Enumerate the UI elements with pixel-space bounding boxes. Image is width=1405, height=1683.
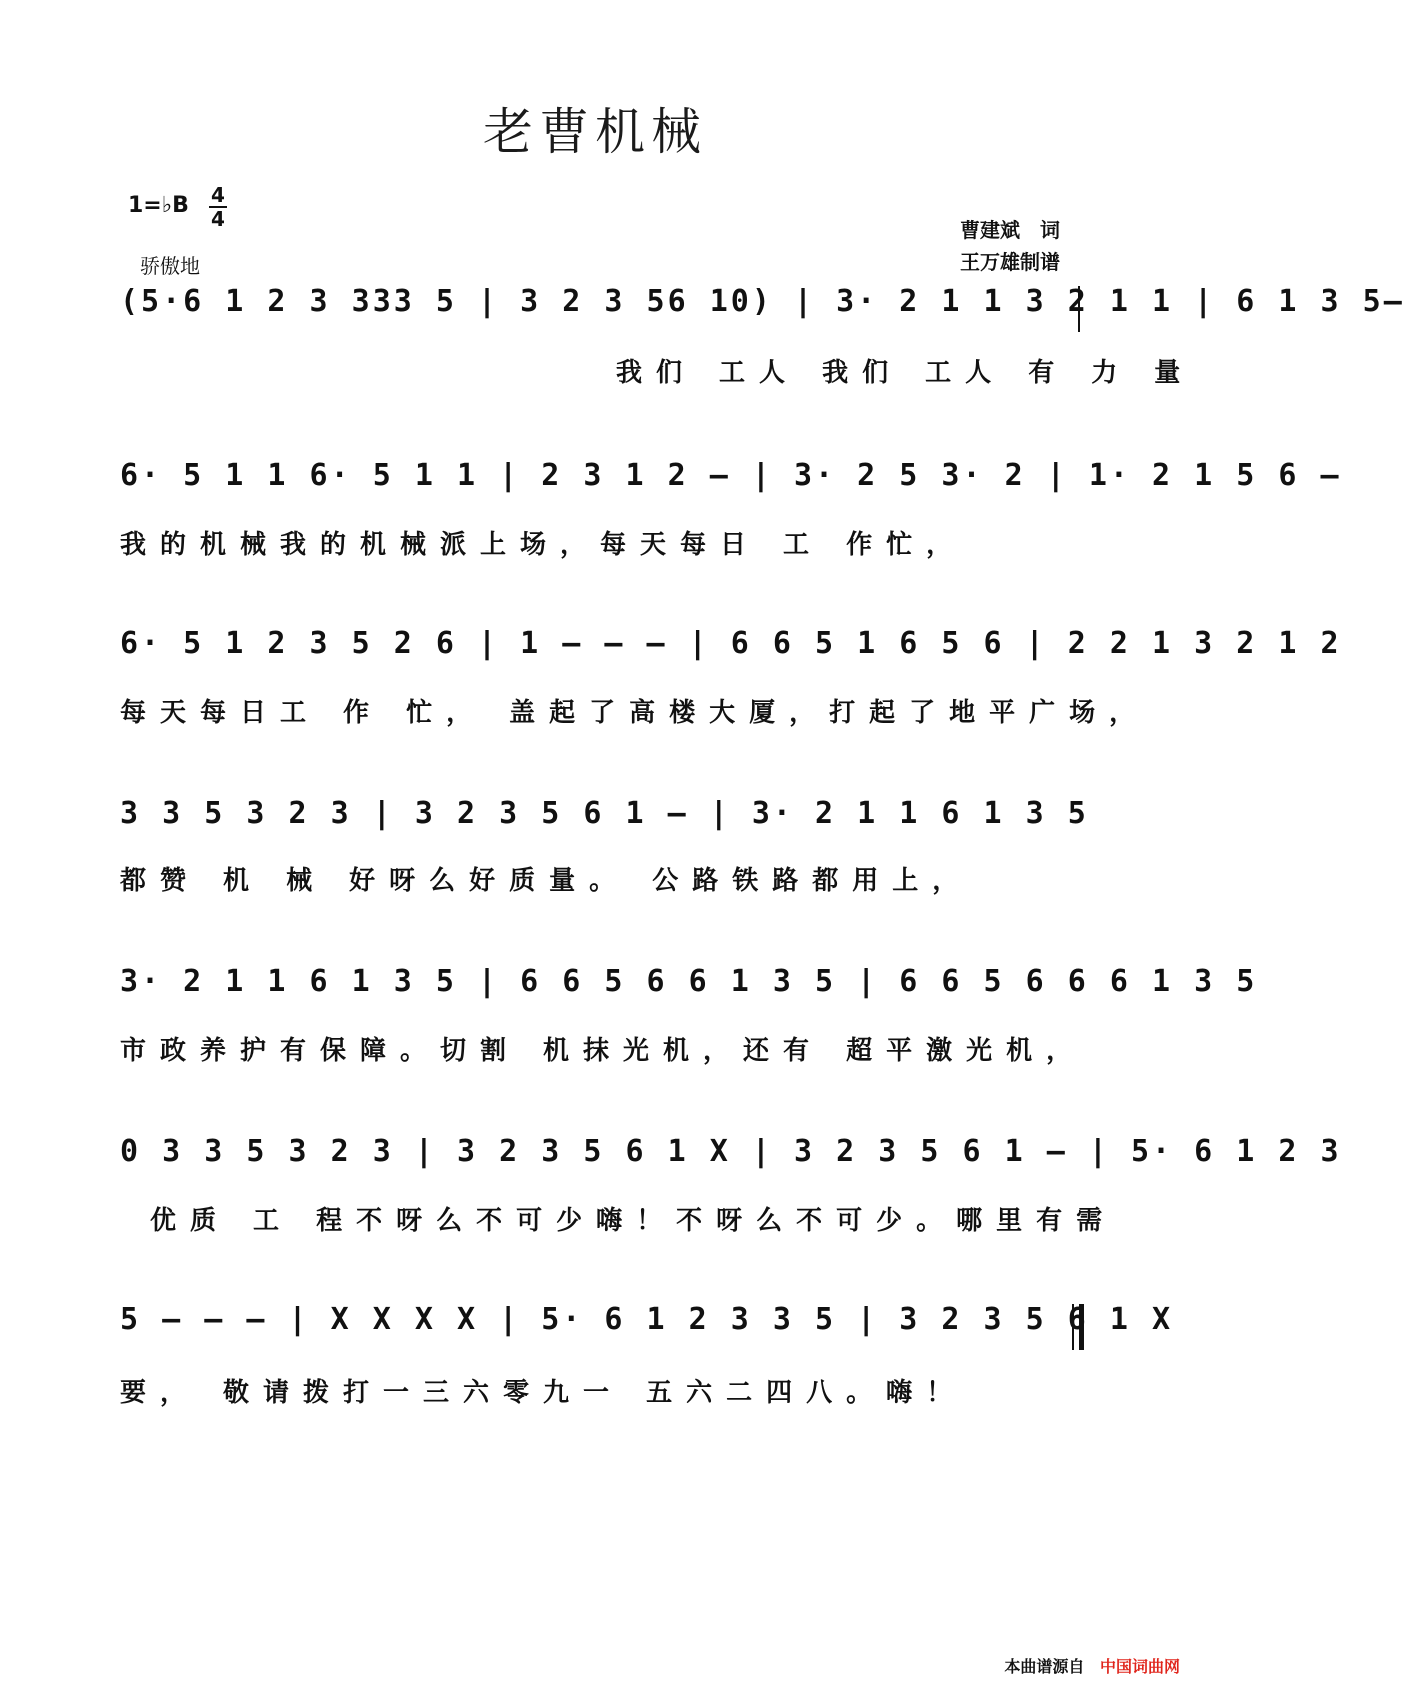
credits bbox=[960, 214, 1060, 278]
lyric-line: 我们 工人 我们 工人 有 力 量 bbox=[616, 358, 1195, 388]
lyricist-credit: 曹建斌 词 bbox=[960, 218, 1060, 242]
lyric-line: 我的机械我的机械派上场，每天每日 工 作忙， bbox=[120, 530, 967, 560]
page-title: 老曹机械 bbox=[483, 103, 707, 161]
key-signature: 1=♭B bbox=[128, 193, 189, 218]
lyric-line: 要， 敬请拨打一三六零九一 五六二四八。嗨！ bbox=[120, 1378, 967, 1408]
score-system-2 bbox=[120, 458, 1342, 522]
score-system-3 bbox=[120, 626, 1342, 690]
notation-line: (5·6 1 2 3 333 5 | 3 2 3 56 10) | 3· 2 1 1 3 2 1 1 | 6 1 3 5– bbox=[120, 284, 1405, 319]
lyric-line: 都赞 机 械 好呀么好质量。 公路铁路都用上， bbox=[120, 866, 973, 896]
notation-line: 6· 5 1 1 6· 5 1 1 | 2 3 1 2 – | 3· 2 5 3· 2 | 1· 2 1 5 6 – bbox=[120, 458, 1342, 493]
final-barline bbox=[1072, 1304, 1084, 1350]
notation-line: 5 – – – | X X X X | 5· 6 1 2 3 3 5 | 3 2 3 5 6 1 X bbox=[120, 1302, 1174, 1337]
score-system-7 bbox=[120, 1302, 1174, 1366]
score-system-5 bbox=[120, 964, 1258, 1028]
expression-marking: 骄傲地 bbox=[140, 254, 200, 278]
notation-line: 3 3 5 3 2 3 | 3 2 3 5 6 1 – | 3· 2 1 1 6 1 3 5 bbox=[120, 796, 1089, 831]
score-system-6 bbox=[120, 1134, 1342, 1198]
notation-line: 3· 2 1 1 6 1 3 5 | 6 6 5 6 6 1 3 5 | 6 6 5 6 6 6 1 3 5 bbox=[120, 964, 1258, 999]
arranger-credit: 王万雄制谱 bbox=[960, 250, 1060, 274]
lyric-line: 每天每日工 作 忙， 盖起了高楼大厦，打起了地平广场， bbox=[120, 698, 1150, 728]
time-signature bbox=[208, 184, 228, 230]
source-brand-link[interactable]: 中国词曲网 bbox=[1099, 1657, 1180, 1676]
notation-line: 6· 5 1 2 3 5 2 6 | 1 – – – | 6 6 5 1 6 5 6 | 2 2 1 3 2 1 2 bbox=[120, 626, 1342, 661]
notation-line: 0 3 3 5 3 2 3 | 3 2 3 5 6 1 X | 3 2 3 5 6 1 – | 5· 6 1 2 3 bbox=[120, 1134, 1342, 1169]
lyric-line: 市政养护有保障。切割 机抹光机，还有 超平激光机， bbox=[120, 1036, 1087, 1066]
source-label: 本曲谱源自 bbox=[1004, 1657, 1085, 1676]
barline bbox=[1078, 286, 1080, 332]
time-signature-top: 4 bbox=[211, 183, 225, 207]
source-credit bbox=[1004, 1654, 1180, 1677]
score-system-4 bbox=[120, 796, 1089, 860]
score-system-1 bbox=[120, 284, 1405, 348]
lyric-line: 优质 工 程不呀么不可少嗨！不呀么不可少。哪里有需 bbox=[150, 1206, 1117, 1236]
time-signature-bottom: 4 bbox=[211, 207, 225, 231]
